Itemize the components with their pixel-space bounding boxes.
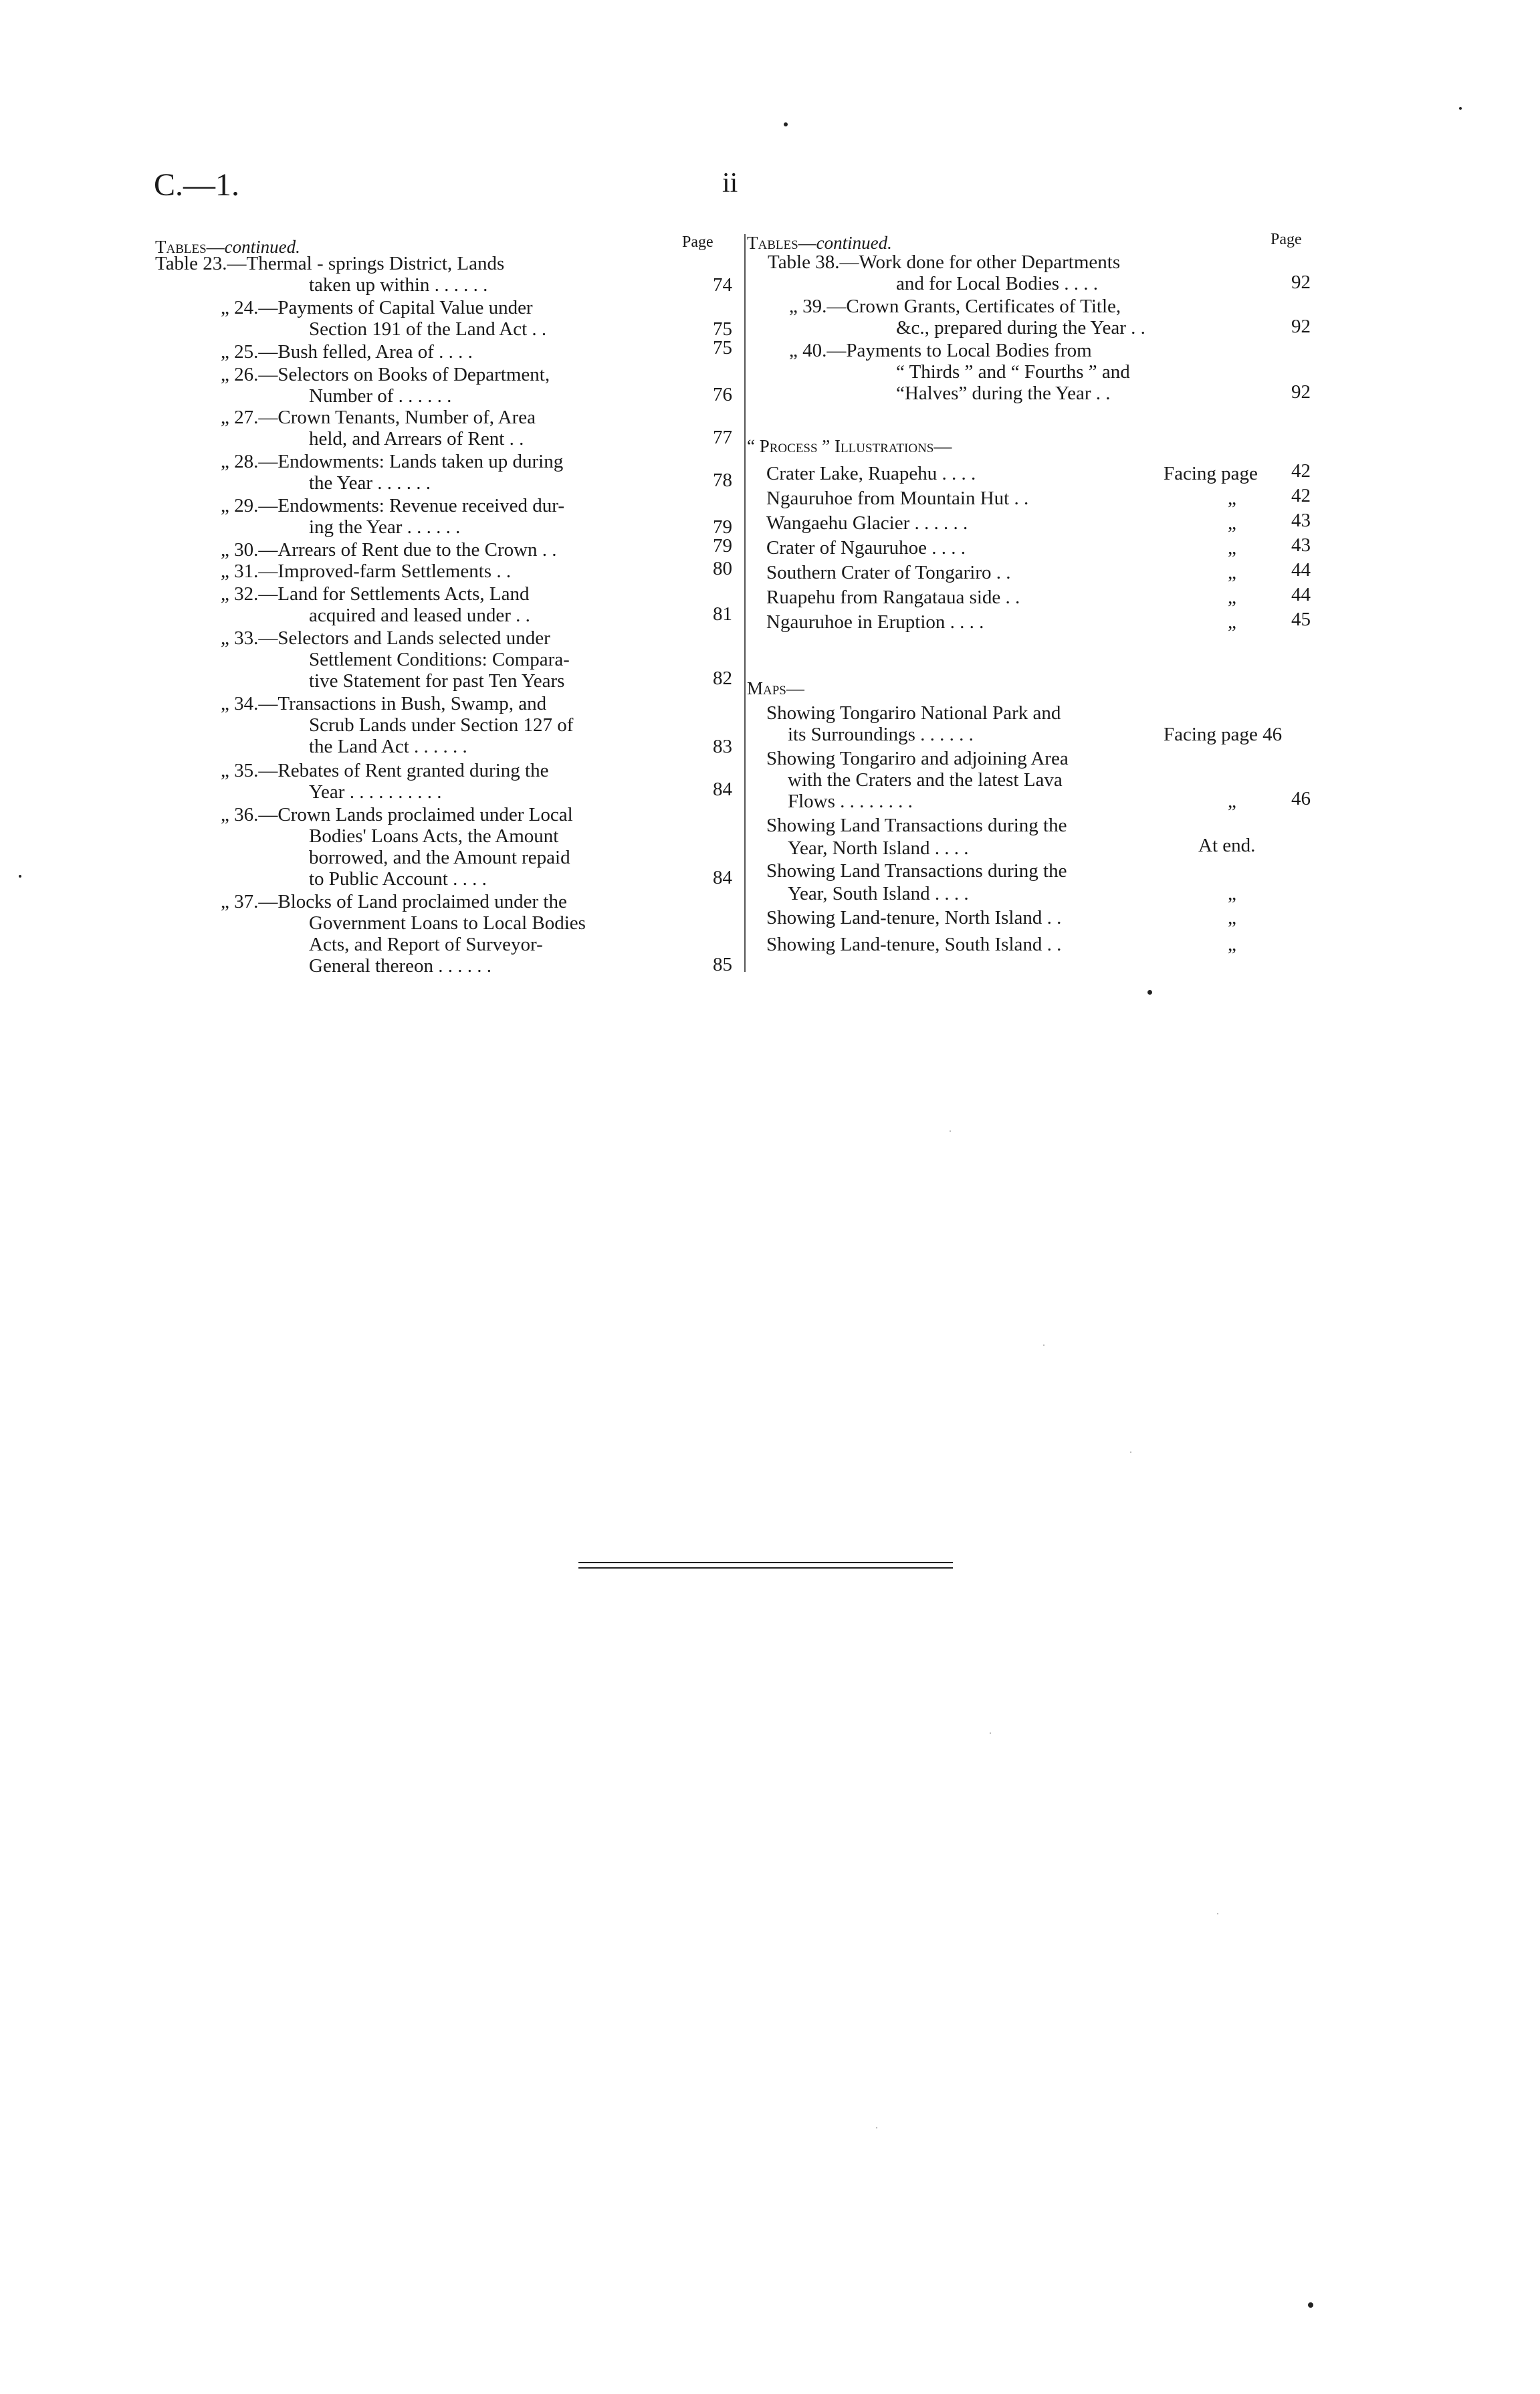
toc-page: 84 — [713, 779, 732, 800]
print-speck — [1308, 2302, 1313, 2308]
toc-page: 92 — [1291, 381, 1311, 403]
illustrations-heading: “ Process ” Illustrations— — [747, 436, 952, 456]
illustration-page: 43 — [1291, 510, 1311, 531]
illustration-title: Crater of Ngauruhoe . . . . — [766, 537, 966, 559]
illustration-ref: „ — [1228, 562, 1236, 583]
toc-line: „ 28.—Endowments: Lands taken up during — [221, 451, 564, 472]
illustration-ref: „ — [1228, 488, 1236, 509]
map-ref: „ — [1228, 883, 1236, 904]
map-line: Showing Tongariro and adjoining Area — [766, 748, 1069, 769]
toc-line: „ 32.—Land for Settlements Acts, Land — [221, 583, 530, 605]
toc-page: 81 — [713, 603, 732, 625]
print-speck — [784, 122, 788, 126]
left-heading-continued: continued. — [224, 237, 300, 257]
print-speck — [1043, 1344, 1044, 1346]
toc-line: Table 23.—Thermal - springs District, Lands — [155, 253, 505, 274]
illustration-ref: „ — [1228, 512, 1236, 534]
print-speck — [990, 1732, 991, 1734]
print-speck — [1459, 107, 1462, 110]
maps-heading: Maps— — [747, 678, 804, 698]
map-ref: „ — [1228, 907, 1236, 928]
toc-line: „ 26.—Selectors on Books of Department, — [221, 364, 550, 385]
toc-line: „ 40.—Payments to Local Bodies from — [789, 340, 1092, 361]
toc-page: 92 — [1291, 316, 1311, 337]
illustration-page: 44 — [1291, 559, 1311, 581]
column-divider — [744, 234, 746, 972]
toc-line: &c., prepared during the Year . . — [896, 317, 1145, 338]
toc-line: tive Statement for past Ten Years — [309, 670, 565, 692]
print-speck — [1130, 1452, 1131, 1453]
toc-line: Scrub Lands under Section 127 of — [309, 714, 574, 736]
map-line: Showing Land Transactions during the — [766, 860, 1067, 882]
toc-line: „ 25.—Bush felled, Area of . . . . — [221, 341, 473, 363]
illustration-page: 42 — [1291, 460, 1311, 482]
toc-line: Bodies' Loans Acts, the Amount — [309, 825, 559, 847]
illustration-title: Southern Crater of Tongariro . . — [766, 562, 1011, 583]
print-speck — [950, 1130, 951, 1132]
toc-page: 84 — [713, 867, 732, 888]
right-heading — [747, 234, 892, 252]
toc-page: 75 — [713, 318, 732, 340]
toc-line: Section 191 of the Land Act . . — [309, 318, 547, 340]
illustration-ref: „ — [1228, 587, 1236, 608]
document-code: C.—1. — [154, 167, 240, 203]
toc-page: 85 — [713, 954, 732, 975]
toc-page: 92 — [1291, 272, 1311, 293]
map-line: its Surroundings . . . . . . — [788, 724, 974, 745]
map-ref: „ — [1228, 934, 1236, 955]
toc-line: Settlement Conditions: Compara- — [309, 649, 570, 670]
toc-line: Acts, and Report of Surveyor- — [309, 934, 543, 955]
map-line: Year, South Island . . . . — [788, 883, 969, 904]
print-speck — [1147, 990, 1152, 995]
illustration-title: Ruapehu from Rangataua side . . — [766, 587, 1020, 608]
toc-page: 78 — [713, 470, 732, 491]
map-ref: Facing page 46 — [1164, 724, 1283, 745]
map-page: 46 — [1291, 788, 1311, 809]
toc-page: 75 — [713, 337, 732, 359]
illustration-page: 42 — [1291, 485, 1311, 506]
right-page-label: Page — [1271, 231, 1302, 248]
toc-line: held, and Arrears of Rent . . — [309, 428, 524, 450]
left-heading-label: Tables— — [155, 237, 225, 257]
toc-line: borrowed, and the Amount repaid — [309, 847, 570, 868]
toc-line: „ 33.—Selectors and Lands selected under — [221, 627, 550, 649]
print-speck — [876, 2127, 877, 2128]
print-speck — [19, 875, 21, 878]
right-heading-label: Tables— — [747, 233, 816, 253]
illustration-title: Crater Lake, Ruapehu . . . . — [766, 463, 976, 484]
illustration-page: 45 — [1291, 609, 1311, 630]
toc-line: General thereon . . . . . . — [309, 955, 491, 977]
toc-line: the Land Act . . . . . . — [309, 736, 467, 757]
toc-line: ing the Year . . . . . . — [309, 516, 461, 538]
toc-line: „ 30.—Arrears of Rent due to the Crown . . — [221, 539, 557, 561]
toc-page: 77 — [713, 427, 732, 448]
toc-line: „ 24.—Payments of Capital Value under — [221, 297, 533, 318]
toc-line: „ 37.—Blocks of Land proclaimed under the — [221, 891, 567, 912]
map-line: with the Craters and the latest Lava — [788, 769, 1063, 791]
right-heading-continued: continued. — [816, 233, 892, 253]
toc-page: 79 — [713, 516, 732, 538]
toc-line: „ 29.—Endowments: Revenue received dur- — [221, 495, 564, 516]
closing-rule-bottom — [578, 1567, 953, 1569]
left-page-label: Page — [682, 233, 713, 251]
illustration-page: 43 — [1291, 534, 1311, 556]
toc-line: Government Loans to Local Bodies — [309, 912, 586, 934]
map-line: Showing Land-tenure, South Island . . — [766, 934, 1062, 955]
toc-line: „ 27.—Crown Tenants, Number of, Area — [221, 407, 536, 428]
print-speck — [1217, 1913, 1218, 1914]
illustration-ref: „ — [1228, 537, 1236, 559]
toc-line: „ 35.—Rebates of Rent granted during the — [221, 760, 549, 781]
toc-line: taken up within . . . . . . — [309, 274, 488, 296]
map-line: Showing Tongariro National Park and — [766, 702, 1061, 724]
toc-page: 83 — [713, 736, 732, 757]
toc-line: acquired and leased under . . — [309, 605, 530, 626]
toc-line: Year . . . . . . . . . . — [309, 781, 442, 803]
toc-line: to Public Account . . . . — [309, 868, 487, 890]
map-line: Showing Land Transactions during the — [766, 815, 1067, 836]
map-ref: At end. — [1198, 835, 1256, 856]
illustration-ref: „ — [1228, 611, 1236, 633]
map-line: Showing Land-tenure, North Island . . — [766, 907, 1062, 928]
illustration-title: Wangaehu Glacier . . . . . . — [766, 512, 968, 534]
toc-line: Number of . . . . . . — [309, 385, 452, 407]
toc-line: the Year . . . . . . — [309, 472, 431, 494]
toc-page: 76 — [713, 384, 732, 405]
toc-line: „ 34.—Transactions in Bush, Swamp, and — [221, 693, 547, 714]
toc-page: 74 — [713, 274, 732, 296]
toc-line: and for Local Bodies . . . . — [896, 273, 1099, 294]
toc-line: „ 31.—Improved-farm Settlements . . — [221, 561, 512, 582]
map-line: Flows . . . . . . . . — [788, 791, 913, 812]
toc-page: 82 — [713, 668, 732, 689]
toc-page: 79 — [713, 535, 732, 557]
toc-line: “ Thirds ” and “ Fourths ” and — [896, 361, 1130, 383]
map-ref: „ — [1228, 791, 1236, 812]
illustration-title: Ngauruhoe from Mountain Hut . . — [766, 488, 1029, 509]
illustration-page: 44 — [1291, 584, 1311, 605]
toc-line: „ 39.—Crown Grants, Certificates of Title, — [789, 296, 1121, 317]
toc-page: 80 — [713, 558, 732, 579]
illustration-title: Ngauruhoe in Eruption . . . . — [766, 611, 984, 633]
toc-line: Table 38.—Work done for other Departments — [768, 252, 1121, 273]
map-line: Year, North Island . . . . — [788, 837, 969, 859]
toc-line: „ 36.—Crown Lands proclaimed under Local — [221, 804, 573, 825]
illustration-ref: Facing page — [1164, 463, 1258, 484]
page-number: ii — [722, 168, 738, 199]
toc-line: “Halves” during the Year . . — [896, 383, 1111, 404]
closing-rule-top — [578, 1562, 953, 1563]
